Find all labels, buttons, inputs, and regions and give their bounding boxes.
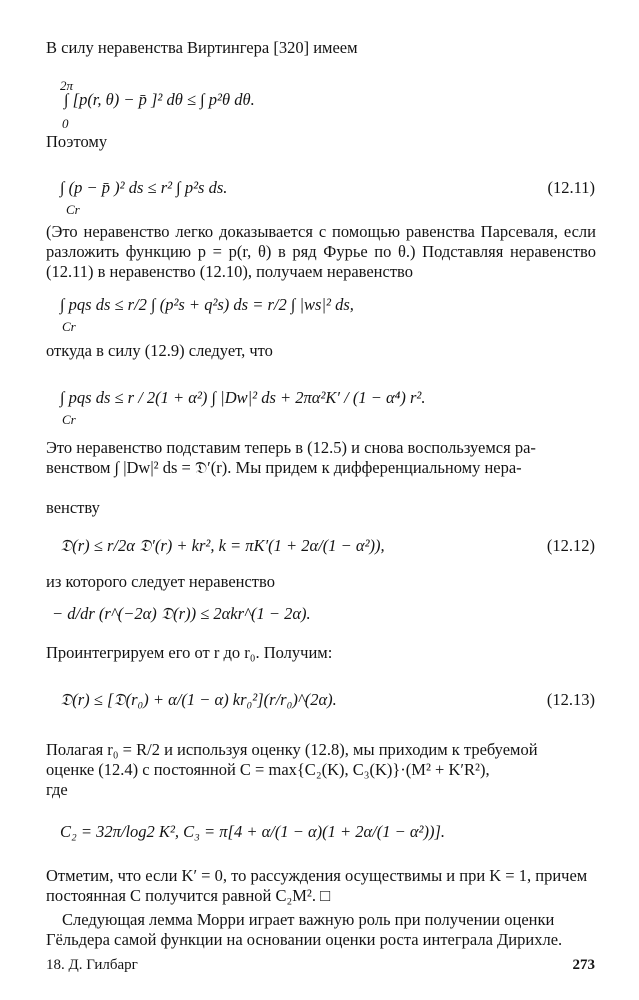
eq1-body: ∫ [p(r, θ) − p̄ ]² dθ ≤ ∫ p²θ dθ. xyxy=(64,90,255,109)
eq8-body: C₂ = 32π/log2 K², C₃ = π[4 + α/(1 − α)(1 + 2α/(1 − α²))]. xyxy=(60,822,446,841)
eq1-upper-limit: 2π xyxy=(60,78,74,93)
text-inequality-follows: из которого следует неравенство xyxy=(46,572,275,591)
equation-wirtinger xyxy=(60,78,255,131)
text-substitute-line2: венством ∫ |Dw|² ds = 𝔇′(r). Мы придем к дифференциальному нера- xyxy=(46,458,522,477)
text-wirtinger-intro: В силу неравенства Виртингера [320] имеем xyxy=(46,38,358,57)
eq3-body: ∫ pqs ds ≤ r/2 ∫ (p²s + q²s) ds = r/2 ∫ |ws|² ds, xyxy=(60,295,354,314)
equation-dirichlet-bound xyxy=(60,388,426,427)
page-number: 273 xyxy=(572,957,595,973)
eq-number-12-12: (12.12) xyxy=(546,536,595,555)
equation-12-11 xyxy=(60,178,228,217)
equation-12-13 xyxy=(60,690,337,710)
text-note-line2: постоянная C получится равной C₂M². □ xyxy=(46,886,331,905)
text-morrey-line1: Следующая лемма Морри играет важную роль при получении оценки xyxy=(62,910,555,929)
eq5-body: 𝔇(r) ≤ r/2α 𝔇′(r) + kr², k = πK′(1 + 2α/(1 − α²)), xyxy=(60,536,385,555)
text-setting-r0-line3: где xyxy=(46,780,68,799)
eq-number-12-13: (12.13) xyxy=(546,690,595,709)
eq-number-12-11: (12.11) xyxy=(547,178,595,197)
eq7-body: 𝔇(r) ≤ [𝔇(r₀) + α/(1 − α) kr₀²](r/r₀)^(2α). xyxy=(60,690,337,709)
text-substitute-line1: Это неравенство подставим теперь в (12.5) и снова воспользуемся ра- xyxy=(46,438,536,457)
footer-signature: 18. Д. Гилбарг xyxy=(46,957,138,973)
text-morrey-line2: Гёльдера самой функции на основании оценки роста интеграла Дирихле. xyxy=(46,930,563,949)
text-substitute-line3: венству xyxy=(46,498,100,517)
text-therefore: Поэтому xyxy=(46,132,108,151)
text-integrate: Проинтегрируем его от r до r₀. Получим: xyxy=(46,643,333,662)
equation-constants xyxy=(60,822,445,842)
equation-derivative xyxy=(52,604,311,624)
eq1-lower-limit: 0 xyxy=(62,116,69,131)
eq2-body: ∫ (p − p̄ )² ds ≤ r² ∫ p²s ds. xyxy=(60,178,228,197)
equation-12-12 xyxy=(60,536,385,556)
eq4-body: ∫ pqs ds ≤ r / 2(1 + α²) ∫ |Dw|² ds + 2πα²K′ / (1 − α⁴) r². xyxy=(60,388,426,407)
eq6-body: − d/dr (r^(−2α) 𝔇(r)) ≤ 2αkr^(1 − 2α). xyxy=(52,604,311,623)
eq4-contour-label: Cr xyxy=(62,412,76,427)
text-setting-r0-line1: Полагая r₀ = R/2 и используя оценку (12.8), мы приходим к требуемой xyxy=(46,740,538,759)
text-from-12-9: откуда в силу (12.9) следует, что xyxy=(46,341,273,360)
eq2-contour-label: Cr xyxy=(66,202,80,217)
eq3-contour-label: Cr xyxy=(62,319,76,334)
text-setting-r0-line2: оценке (12.4) с постоянной C = max{C₂(K), C₃(K)}·(M² + K′R²), xyxy=(46,760,490,779)
text-note-line1: Отметим, что если K′ = 0, то рассуждения осуществимы и при K = 1, причем xyxy=(46,866,588,885)
text-parseval-remark: (Это неравенство легко доказывается с помощью равенства Парсеваля, если разложить функцию p = p(r, θ) в ряд Фурье по θ.) Подставляя неравенство (12.11) в неравенство (12.10), получаем неравенство xyxy=(46,222,596,281)
equation-substitution xyxy=(60,295,354,334)
